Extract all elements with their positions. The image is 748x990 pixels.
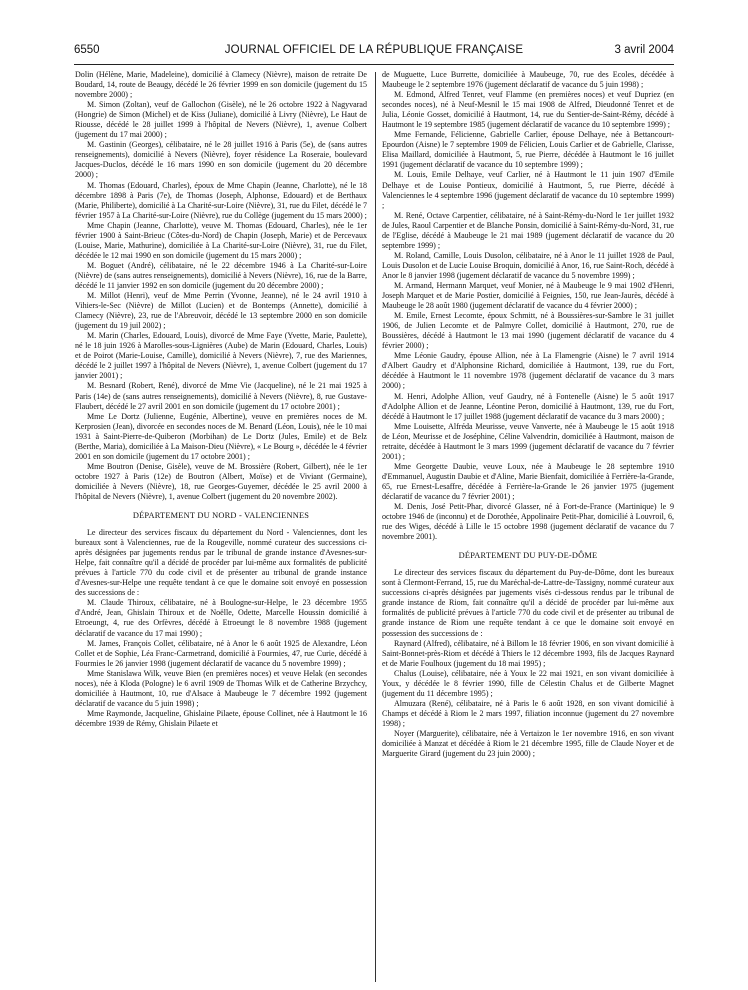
- header-rule: [74, 64, 674, 65]
- paragraph: M. Marin (Charles, Edouard, Louis), divorcé de Mme Faye (Yvette, Marie, Paulette), né le 18 juin 1926 à Marolles-sous-Lignières (Aube) de Marin (Edouard, Charles, Louis) et de Poirot (Marie-Louise, Camille), domicilié à Nevers (Nièvre), 7, rue des Mariennes, décédé le 2 juillet 1997 à l'hôpital de Nevers (Nièvre), 1, avenue Colbert (jugement du 17 janvier 2001) ;: [75, 331, 367, 381]
- paragraph: M. Besnard (Robert, René), divorcé de Mme Vie (Jacqueline), né le 21 mai 1925 à Paris (14e) de (sans autres renseignements), domicilié à Nevers (Nièvre), 8, rue Gustave-Flaubert, décédé le 27 avril 2001 en son domicile (jugement du 17 octobre 2001) ;: [75, 381, 367, 411]
- section-heading: DÉPARTEMENT DU PUY-DE-DÔME: [458, 551, 598, 561]
- paragraph: Mme Léonie Gaudry, épouse Allion, née à La Flamengrie (Aisne) le 7 avril 1914 d'Albert Gaudry et d'Alphonsine Richard, domiciliée à Hautmont, 139, rue du Fort, décédée à Hautmont le 11 novembre 1978 (jugement déclaratif de vacance du 3 mars 2000) ;: [382, 351, 674, 391]
- page-header: [74, 44, 674, 62]
- paragraph: M. Denis, José Petit-Phar, divorcé Glasser, né à Fort-de-France (Martinique) le 9 octobre 1946 de (inconnu) et de Dorothée, Appolinaire Petit-Phar, domicilié à Louvroil, 6, rue des Wiges, décédé à Lille le 15 octobre 1998 (jugement déclaratif de vacance du 7 novembre 2001).: [382, 502, 674, 542]
- paragraph: Dolin (Hélène, Marie, Madeleine), domicilié à Clamecy (Nièvre), maison de retraite De Boudard, 14, route de Beaugy, décédé le 26 février 1999 en son domicile (jugement du 15 novembre 2000) ;: [75, 70, 367, 100]
- paragraph: Le directeur des services fiscaux du département du Puy-de-Dôme, dont les bureaux sont à Clermont-Ferrand, 15, rue du Maréchal-de-Lattre-de-Tassigny, nommé curateur aux successions ci-après désignées par jugements visés ci-dessous rendus par le tribunal de grande instance de Riom, fait connaître qu'il a décidé de procéder par lui-même aux formalités de publicité prévues à l'article 770 du code civil et de présenter au tribunal de grande instance de Riom une requête tendant à ce que le domaine soit envoyé en possession des successions de :: [382, 568, 674, 638]
- paragraph: Mme Raymonde, Jacqueline, Ghislaine Pilaete, épouse Collinet, née à Hautmont le 16 décembre 1939 de Rémy, Ghislain Pilaete et: [75, 708, 367, 728]
- paragraph: M. Louis, Emile Delhaye, veuf Carlier, né à Hautmont le 11 juin 1907 d'Emile Delhaye et de Louise Pontieux, domicilié à Hautmont, 5, rue Pierre, décédé à Valenciennes le 4 septembre 1996 (jugement déclaratif de vacance du 10 septembre 1999) ;: [382, 170, 674, 210]
- paragraph: Mme Boutron (Denise, Gisèle), veuve de M. Brossière (Robert, Gilbert), née le 1er octobre 1927 à Paris (12e) de Boutron (Albert, Moïse) et de Viviant (Germaine), domiciliée à Nevers (Nièvre), 18, rue Georges-Guyemer, décédée le 25 avril 2000 à l'hôpital de Nevers (Nièvre), 1, avenue Colbert (jugement du 20 novembre 2002).: [75, 461, 367, 501]
- right-column: [382, 70, 674, 759]
- paragraph: de Muguette, Luce Burrette, domiciliée à Maubeuge, 70, rue des Ecoles, décédée à Maubeuge le 2 septembre 1976 (jugement déclaratif de vacance du 5 juin 1998) ;: [382, 70, 674, 90]
- paragraph: M. Emile, Ernest Lecomte, époux Schmitt, né à Boussières-sur-Sambre le 31 juillet 1906, de Julien Lecomte et de Palmyre Collet, domicilié à Hautmont, 270, rue de Boussières, décédé à Hautmont le 13 mai 1990 (jugement déclaratif de vacance du 4 février 2000) ;: [382, 311, 674, 351]
- paragraph: Noyer (Marguerite), célibataire, née à Vertaizon le 1er novembre 1916, en son vivant domiciliée à Manzat et décédée à Riom le 21 décembre 1995, fille de Claude Noyer et de Marguerite Girard (jugement du 23 juin 2000) ;: [382, 729, 674, 759]
- paragraph: Mme Le Dortz (Julienne, Eugénie, Albertine), veuve en premières noces de M. Kerprosien (Jean), divorcée en secondes noces de M. Benard (Léon, Louis), née le 10 mai 1931 à Saint-Pierre-de-Quiberon (Morbihan) de Le Dortz (Jules, Emile) et de Belz (Berthe, Maria), domiciliée à La Maison-Dieu (Nièvre), « Le Bourg », décédée le 4 février 2001 en son domicile (jugement du 17 octobre 2001) ;: [75, 411, 367, 461]
- paragraph: M. Armand, Hermann Marquet, veuf Monier, né à Maubeuge le 9 mai 1902 d'Henri, Joseph Marquet et de Marie Postier, domicilié à Feignies, 150, rue Jean-Jaurès, décédé à Maubeuge le 28 août 1980 (jugement déclaratif de vacance du 4 février 2000) ;: [382, 280, 674, 311]
- paragraph: Mme Georgette Daubie, veuve Loux, née à Maubeuge le 28 septembre 1910 d'Emmanuel, Augustin Daubie et d'Aline, Marie Bienfait, domiciliée à Ferrière-la-Grande, 65, rue Ernest-Lesaffre, décédée à Ferrière-la-Grande le 26 janvier 1975 (jugement déclaratif de vacance du 7 février 2001) ;: [382, 461, 674, 501]
- paragraph: M. René, Octave Carpentier, célibataire, né à Saint-Rémy-du-Nord le 1er juillet 1932 de Jules, Raoul Carpentier et de Blanche Ponsin, domicilié à Saint-Rémy-du-Nord, 31, rue de l'Eglise, décédé à Maubeuge le 21 mai 1989 (jugement déclaratif de vacance du 20 septembre 1999) ;: [382, 210, 674, 250]
- paragraph: M. Millot (Henri), veuf de Mme Perrin (Yvonne, Jeanne), né le 24 avril 1910 à Vihiers-le-Sec (Nièvre) de Millot (Lucien) et de Bontemps (Annette), domicilié à Clamecy (Nièvre), 23, rue de l'Abreuvoir, décédé le 13 septembre 2000 en son domicile (jugement du 19 juil 2002) ;: [75, 291, 367, 331]
- issue-date: 3 avril 2004: [614, 44, 674, 56]
- paragraph: Mme Fernande, Félicienne, Gabrielle Carlier, épouse Delhaye, née à Bettancourt-Epourdon (Aisne) le 7 septembre 1909 de Félicien, Louis Carlier et de Gabrielle, Clarisse, Elisa Maillard, domiciliée à Hautmont, 5, rue Pierre, décédée à Hautmont le 16 juillet 1991 (jugement déclaratif de vacance du 10 septembre 1999) ;: [382, 130, 674, 170]
- paragraph: M. Gastinin (Georges), célibataire, né le 28 juillet 1916 à Paris (5e), de (sans autres renseignements), domicilié à Nevers (Nièvre), foyer résidence La Roseraie, boulevard Jacques-Duclos, décédé le 16 mars 1990 en son domicile (jugement du 20 décembre 2000) ;: [75, 140, 367, 180]
- paragraph: Almuzara (René), célibataire, né à Paris le 6 août 1928, en son vivant domicilié à Champs et décédé à Riom le 2 mars 1997, filiation inconnue (jugement du 27 novembre 1998) ;: [382, 698, 674, 728]
- section-heading: DÉPARTEMENT DU NORD - VALENCIENNES: [132, 511, 310, 521]
- paragraph: Mme Chapin (Jeanne, Charlotte), veuve M. Thomas (Edouard, Charles), née le 1er février 1900 à Saint-Brieuc (Côtes-du-Nord) de Chapin (Joseph, Marie) et de Percevaux (Louise, Marie, Mathurine), domiciliée à La Charité-sur-Loire (Nièvre), 31, rue du Filet, décédée le 12 mai 1990 en son domicile (jugement du 15 mars 2000) ;: [75, 220, 367, 260]
- paragraph: M. Roland, Camille, Louis Dusolon, célibataire, né à Anor le 11 juillet 1928 de Paul, Louis Dusolon et de Lucie Louise Broquin, domicilié à Anor, 16, rue Saint-Roch, décédé à Anor le 8 janvier 1998 (jugement déclaratif de vacance du 5 novembre 1999) ;: [382, 250, 674, 280]
- page-number: 6550: [74, 44, 100, 56]
- paragraph: Chalus (Louise), célibataire, née à Youx le 22 mai 1921, en son vivant domiciliée à Youx, y décédée le 8 février 1990, fille de Célestin Chalus et de Gilberte Magnet (jugement du 11 décembre 1995) ;: [382, 668, 674, 698]
- paragraph: M. Simon (Zoltan), veuf de Gallochon (Gisèle), né le 26 octobre 1922 à Nagyvarad (Hongrie) de Simon (Michel) et de Kiss (Juliane), domicilié à Livry (Nièvre), Le Haut de Riousse, décédé le 28 juillet 1999 à l'hôpital de Nevers (Nièvre), 1, avenue Colbert (jugement du 17 mai 2000) ;: [75, 100, 367, 140]
- paragraph: M. James, François Collet, célibataire, né à Anor le 6 août 1925 de Alexandre, Léon Collet et de Sophie, Léa Franc-Carmetrand, domicilié à Fourmies, 47, rue Curie, décédé à Fourmies le 26 janvier 1998 (jugement déclaratif de vacance du 5 novembre 1999) ;: [75, 638, 367, 668]
- paragraph: Mme Louisette, Alfréda Meurisse, veuve Vanverte, née à Maubeuge le 15 août 1918 de Léon, Meurisse et de Joséphine, Céline Valvendrin, domiciliée à Hautmont, maison de retraite, décédée à Hautmont le 3 mars 1999 (jugement déclaratif de vacance du 7 février 2001) ;: [382, 421, 674, 461]
- paragraph: M. Claude Thiroux, célibataire, né à Boulogne-sur-Helpe, le 23 décembre 1955 d'André, Jean, Ghislain Thiroux et de Noëlle, Odette, Marcelle Houssin domicilié à Etroeungt, 4, rue des Orfèvres, décédé à Etroeungt le 8 novembre 1988 (jugement déclaratif de vacance du 17 mai 1990) ;: [75, 598, 367, 638]
- paragraph: M. Henri, Adolphe Allion, veuf Gaudry, né à Fontenelle (Aisne) le 5 août 1917 d'Adolphe Allion et de Jeanne, Léontine Peron, domicilié à Hautmont, 139, rue du Fort, décédé à Hautmont le 17 juillet 1988 (jugement déclaratif de vacance du 3 mars 2000) ;: [382, 391, 674, 421]
- journal-title: JOURNAL OFFICIEL DE LA RÉPUBLIQUE FRANÇAISE: [224, 44, 524, 56]
- paragraph: Le directeur des services fiscaux du département du Nord - Valenciennes, dont les bureaux sont à Valenciennes, rue de la Rougeville, nommé curateur des successions ci-après désignées par jugements rendus par le tribunal de grande instance d'Avesnes-sur-Helpe, fait connaître qu'il a décidé de procéder par lui-même aux formalités de publicité prévues à l'article 770 du code civil et de présenter au tribunal de grande instance d'Avesnes-sur-Helpe une requête tendant à ce que le domaine soit envoyé en possession des successions de :: [75, 528, 367, 598]
- paragraph: M. Boguet (André), célibataire, né le 22 décembre 1946 à La Charité-sur-Loire (Nièvre) de (sans autres renseignements), domicilié à Nevers (Nièvre), 16, rue de la Barre, décédé le 11 janvier 1992 en son domicile (jugement du 20 décembre 2000) ;: [75, 260, 367, 290]
- paragraph: M. Thomas (Edouard, Charles), époux de Mme Chapin (Jeanne, Charlotte), né le 18 décembre 1898 à Paris (7e), de Thomas (Joseph, Alphonse, Edouard) et de Berthaux (Marie, Philiberte), domicilié à La Charité-sur-Loire (Nièvre), 31, rue du Filet, décédé le 7 février 1957 à La Charité-sur-Loire (Nièvre), rue du Collège (jugement du 15 mars 2000) ;: [75, 180, 367, 220]
- paragraph: M. Edmond, Alfred Tenret, veuf Flamme (en premières noces) et veuf Dupriez (en secondes noces), né à Neuf-Mesnil le 15 mai 1908 de Alfred, Dieudonné Tenret et de Julia, Léonie Gosset, domicilié à Hautmont, 14, rue du Sentier-de-Saint-Rémy, décédé à Hautmont le 19 septembre 1985 (jugement déclaratif de vacance du 10 septembre 1999) ;: [382, 90, 674, 130]
- column-divider: [375, 72, 376, 982]
- paragraph: Mme Stanislawa Wilk, veuve Bien (en premières noces) et veuve Helak (en secondes noces), née à Kloda (Pologne) le 6 avril 1909 de Thomas Wilk et de Catherine Brzychcy, domiciliée à Hautmont, 10, rue d'Alsace à Maubeuge le 7 décembre 1992 (jugement déclaratif de vacance du 5 juin 1998) ;: [75, 668, 367, 708]
- paragraph: Raynard (Alfred), célibataire, né à Billom le 18 février 1906, en son vivant domicilié à Saint-Bonnet-près-Riom et décédé à Thiers le 12 décembre 1993, fils de Jacques Raynard et de Marie Foulhoux (jugement du 18 mai 1995) ;: [382, 638, 674, 668]
- left-column: [75, 70, 367, 729]
